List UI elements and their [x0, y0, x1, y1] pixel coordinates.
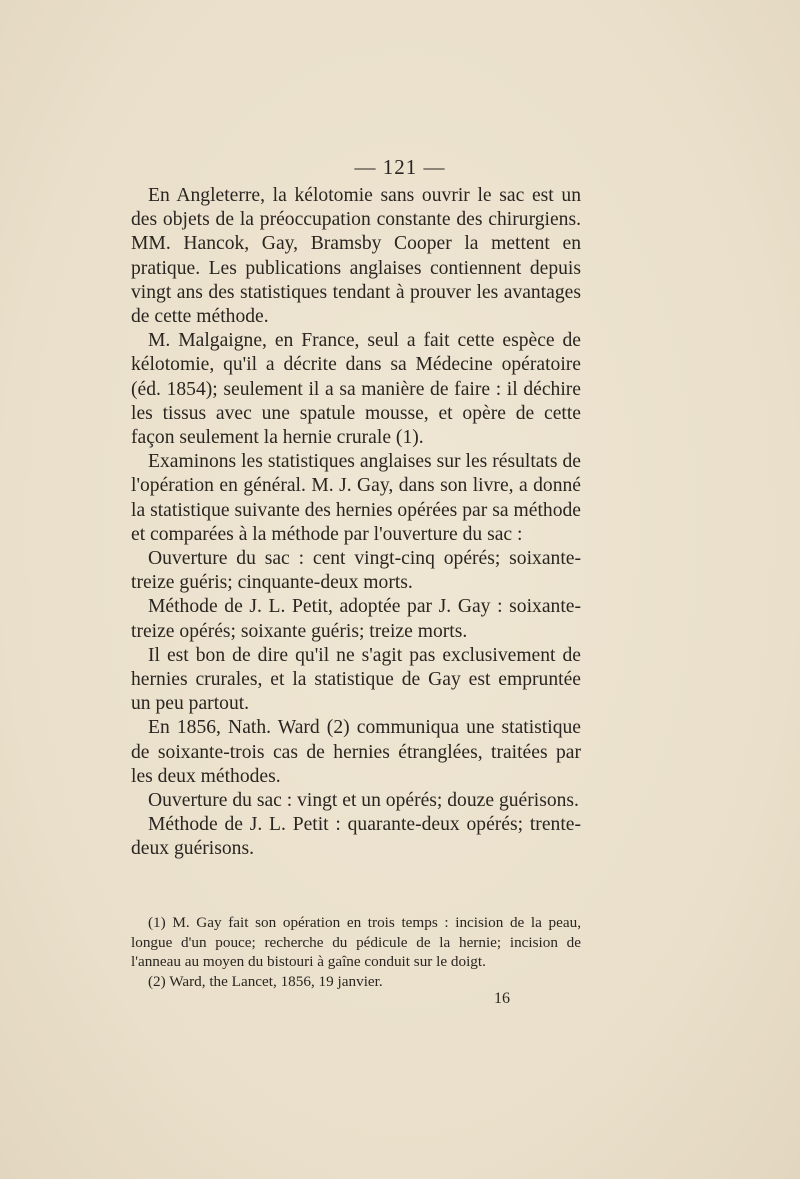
paragraph: Méthode de J. L. Petit, adoptée par J. Gay : soixante-treize opérés; soixante guéris; treize morts.: [131, 596, 581, 642]
page-number-header: — 121 —: [354, 155, 446, 179]
footnote: (2) Ward, the Lancet, 1856, 19 janvier.: [148, 972, 383, 990]
paragraph: En 1856, Nath. Ward (2) communiqua une statistique de soixante-trois cas de hernies étranglées, traitées par les deux méthodes.: [131, 717, 581, 787]
paragraph: M. Malgaigne, en France, seul a fait cette espèce de kélotomie, qu'il a décrite dans sa Médecine opératoire (éd. 1854); seulement il a sa manière de faire : il déchire les tissus avec une spatule mousse, et opère de cette façon seulement la hernie crurale (1).: [131, 330, 581, 449]
paragraph: Il est bon de dire qu'il ne s'agit pas exclusivement de hernies crurales, et la statistique de Gay est empruntée un peu partout.: [131, 644, 581, 715]
paragraph: Examinons les statistiques anglaises sur les résultats de l'opération en général. M. J. Gay, dans son livre, a donné la statistique suivante des hernies opérées par sa méthode et comparées à la méthode par l'ouverture du sac :: [131, 451, 581, 545]
footnote: (1) M. Gay fait son opération en trois temps : incision de la peau, longue d'un pouce; recherche du pédicule de la hernie; incision de l'anneau au moyen du bistouri à gaîne conduit sur le doigt.: [131, 914, 581, 971]
paragraph: Ouverture du sac : vingt et un opérés; douze guérisons.: [148, 790, 579, 812]
paragraph: En Angleterre, la kélotomie sans ouvrir le sac est un des objets de la préoccupation constante des chirurgiens. MM. Hancok, Gay, Bramsby Cooper la mettent en pratique. Les publications anglaises contiennent depuis vingt ans des statistiques tendant à prouver les avantages de cette méthode.: [131, 185, 581, 328]
footnotes: [131, 913, 581, 991]
printer-signature-mark: 16: [494, 990, 510, 1007]
main-text: [131, 184, 581, 862]
paragraph: Ouverture du sac : cent vingt-cinq opérés; soixante-treize guéris; cinquante-deux morts.: [131, 548, 581, 594]
paragraph: Méthode de J. L. Petit : quarante-deux opérés; trente-deux guérisons.: [131, 814, 581, 860]
